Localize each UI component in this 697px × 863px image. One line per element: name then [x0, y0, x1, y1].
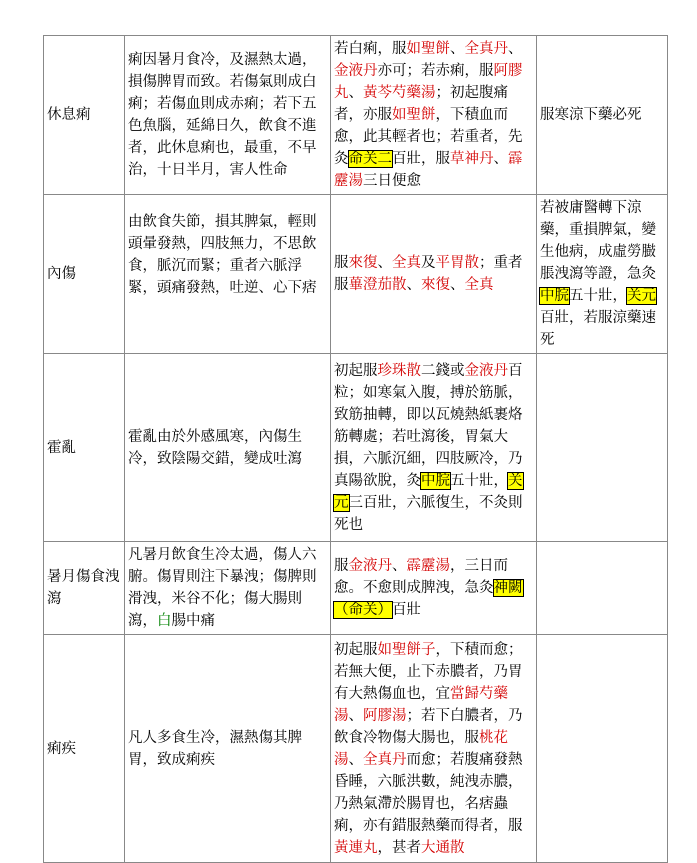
text-segment: 百壯 [392, 602, 421, 618]
text-segment: ，下積血而愈，此其輕者也；若重者，先灸 [334, 107, 523, 167]
text-segment: 服寒涼下藥必死 [540, 107, 642, 123]
remedy-name: 金液丹 [348, 558, 392, 574]
treatment-cell [331, 354, 537, 542]
remedy-name: 黃連丸 [334, 839, 378, 856]
text-segment: 腸中痛 [171, 613, 215, 629]
text-segment: 、 [450, 277, 465, 293]
text-segment: 初起服 [334, 641, 378, 658]
text-segment: 初起服 [334, 362, 378, 379]
text-segment: 亦可；若赤痢，服 [377, 63, 494, 79]
treatment-cell [331, 635, 537, 863]
text-segment: ，甚者 [377, 839, 421, 856]
cause-cell: 痢因暑月食冷，及濕熱太過，損傷脾胃而致。若傷氣則成白痢；若傷血則成赤痢；若下五色魚腦，延綿日久，飲食不進者，此休息痢也，最重，不早治，十日半月，害人性命 [125, 36, 331, 195]
treatment-cell [331, 195, 537, 354]
remedy-name: 霹靂湯 [406, 558, 450, 574]
text-segment: 若白痢，服 [334, 41, 407, 57]
remedy-name: 平胃散 [435, 255, 479, 271]
table-row [44, 542, 668, 635]
table-row [44, 635, 668, 863]
disease-name: 痢疾 [44, 635, 125, 863]
remedy-name: 如聖餅 [406, 41, 450, 57]
remedy-name: 來復 [348, 255, 378, 271]
note-cell [537, 354, 668, 542]
remedy-name: 全真 [464, 277, 494, 293]
note-cell [537, 195, 668, 354]
treatment-cell [331, 542, 537, 635]
remedy-name: 如聖餅 [392, 107, 436, 123]
acupoint-highlight: 神闕（命关） [334, 580, 523, 618]
text-segment: 百粒；如寒氣入腹，搏於筋脈，致筋抽轉，即以瓦燒熱紙裹烙筋轉處；若吐瀉後，胃氣大損，六脈沉細，四肢厥冷，乃真陽欲脫，灸 [334, 362, 523, 489]
remedy-name: 阿膠丸 [334, 63, 523, 101]
acupoint-highlight: 中脘 [540, 288, 569, 304]
text-segment: 、 [493, 151, 508, 167]
cause-cell [125, 542, 331, 635]
remedy-name: 當歸芍藥湯 [334, 685, 508, 724]
text-segment: 及 [421, 255, 436, 271]
acupoint-highlight: 关元 [334, 472, 523, 511]
text-segment: 、 [406, 277, 421, 293]
text-segment: ，三日而愈。不愈則成脾洩，急灸 [334, 558, 508, 596]
remedy-name: 如聖餅子 [377, 641, 436, 658]
table-row [44, 354, 668, 542]
text-segment: 五十壯， [569, 288, 627, 304]
acupoint-highlight: 关元 [627, 288, 656, 304]
treatment-cell [331, 36, 537, 195]
text-segment: 、 [377, 255, 392, 271]
text-segment: 、 [392, 558, 407, 574]
remedy-name: 全真丹 [363, 751, 407, 768]
remedy-name: 大通散 [421, 839, 465, 856]
text-segment: 白 [157, 613, 172, 629]
disease-name: 暑月傷食洩瀉 [44, 542, 125, 635]
treatment-table [43, 35, 668, 863]
acupoint-highlight: 命关二 [348, 151, 392, 167]
note-cell [537, 542, 668, 635]
table-row [44, 195, 668, 354]
text-segment: 百壯，服 [392, 151, 450, 167]
text-segment: 百壯，若服涼藥速死 [540, 310, 656, 348]
remedy-name: 草神丹 [450, 151, 494, 167]
remedy-name: 阿膠湯 [363, 707, 407, 724]
disease-name: 霍亂 [44, 354, 125, 542]
text-segment: 三日便愈 [363, 173, 421, 189]
disease-name: 休息痢 [44, 36, 125, 195]
remedy-name: 蓽澄茄散 [348, 277, 407, 293]
text-segment: 、 [450, 41, 465, 57]
remedy-name: 來復 [421, 277, 450, 293]
acupoint-highlight: 中脘 [421, 472, 450, 489]
remedy-name: 霹靂湯 [334, 151, 523, 189]
cause-cell: 霍亂由於外感風寒，內傷生冷，致陰陽交錯，變成吐瀉 [125, 354, 331, 542]
text-segment: 二錢或 [421, 362, 465, 379]
text-segment: 五十壯， [450, 472, 508, 489]
text-segment: 而愈；若腹痛發熱昏睡，六脈洪數，純洩赤膿，乃熱氣滯於腸胃也，名痞蟲痢，亦有錯服熱藥而得者，服 [334, 751, 523, 834]
remedy-name: 金液丹 [464, 362, 508, 379]
text-segment: 服 [334, 558, 349, 574]
text-segment: ；若下白膿者，乃飲食冷物傷大腸也，服 [334, 707, 523, 746]
text-segment: ；重者服 [334, 255, 523, 293]
text-segment: ；初起腹痛者，亦服 [334, 85, 508, 123]
remedy-name: 黃芩芍藥湯 [363, 85, 436, 101]
note-cell [537, 36, 668, 195]
text-segment: 、 [348, 85, 363, 101]
text-segment: 凡暑月飲食生冷太過，傷人六腑。傷胃則注下暴洩；傷脾則滑洩，米谷不化；傷大腸則瀉， [128, 547, 317, 629]
text-segment: 、 [348, 751, 363, 768]
note-cell [537, 635, 668, 863]
text-segment: 三百壯，六脈復生，不灸則死也 [334, 494, 523, 533]
remedy-name: 桃花湯 [334, 729, 508, 768]
text-segment: 若被庸醫轉下涼藥，重損脾氣，變生他病，成虛勞臌脹洩瀉等證，急灸 [540, 200, 656, 282]
table-row [44, 36, 668, 195]
cause-cell: 凡人多食生冷，濕熱傷其脾胃，致成痢疾 [125, 635, 331, 863]
text-segment: 服 [334, 255, 349, 271]
text-segment: 、 [348, 707, 363, 724]
remedy-name: 金液丹 [334, 63, 378, 79]
remedy-name: 全真 [392, 255, 421, 271]
remedy-name: 珍珠散 [377, 362, 421, 379]
disease-name: 內傷 [44, 195, 125, 354]
remedy-name: 全真丹 [464, 41, 508, 57]
cause-cell: 由飲食失節，損其脾氣，輕則頭暈發熱，四肢無力，不思飲食，脈沉而緊；重者六脈浮緊，頭痛發熱，吐逆、心下痞 [125, 195, 331, 354]
text-segment: 、 [508, 41, 523, 57]
text-segment: ，下積而愈；若無大便，止下赤膿者，乃胃有大熱傷血也，宜 [334, 641, 523, 702]
